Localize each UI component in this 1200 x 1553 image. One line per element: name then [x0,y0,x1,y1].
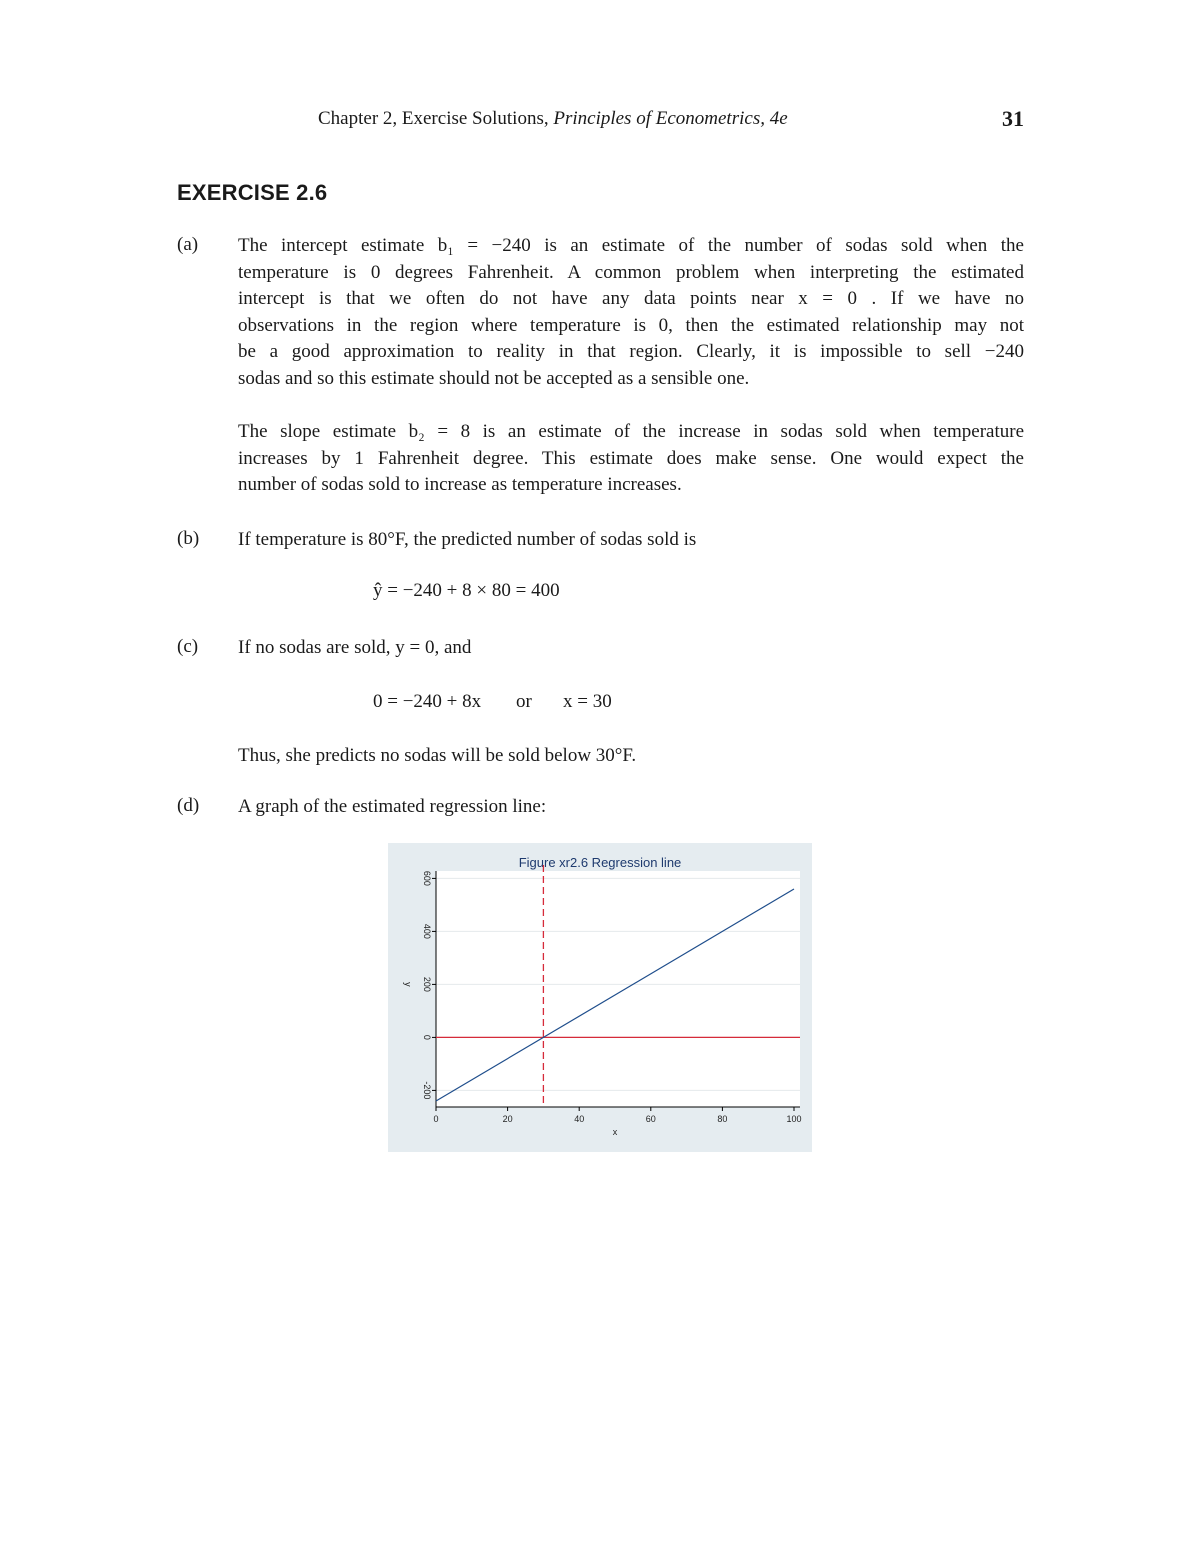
y-tick-label: 200 [422,976,432,992]
x-tick-label: 80 [717,1114,728,1124]
part-c-label: (c) [177,636,199,657]
part-c-equation-left: 0 = −240 + 8x [373,691,482,712]
part-b-text [238,527,1024,554]
text-line: increases by 1 Fahrenheit degree. This estimate does make sense. One would expect the [238,447,1024,469]
exercise-heading: EXERCISE 2.6 [177,180,328,205]
running-title-book: Principles of Econometrics, 4e [553,108,788,129]
part-a-paragraph-1 [238,233,1024,392]
part-c-text [238,635,1024,662]
text-line: The slope estimate b₂ = 8 is an estimate of the increase in sodas sold when temperature [238,421,1024,442]
x-tick-label: 0 [433,1114,439,1124]
part-a-label: (a) [177,234,199,255]
x-tick-label: 100 [786,1114,802,1124]
part-b-equation: ŷ = −240 + 8 × 80 = 400 [373,580,560,601]
chart-canvas [388,843,812,1152]
part-c-equation-right: x = 30 [563,691,612,712]
y-tick-label: 400 [422,923,432,939]
part-c-conclusion [238,743,1024,770]
x-tick-label: 40 [574,1114,585,1124]
running-title [318,108,788,130]
y-tick-label: -200 [422,1081,432,1100]
running-title-prefix: Chapter 2, Exercise Solutions, [318,108,554,129]
x-tick-label: 60 [645,1114,656,1124]
text-line: number of sodas sold to increase as temperature increases. [238,474,682,495]
text-line: observations in the region where temperature is 0, then the estimated relationship may not [238,314,1024,336]
text-line: The intercept estimate b₁ = −240 is an estimate of the number of sodas sold when the [238,235,1024,256]
page-number: 31 [1002,106,1024,131]
y-axis-label: y [403,982,413,987]
part-a-paragraph-2 [238,419,1024,499]
text-line: sodas and so this estimate should not be accepted as a sensible one. [238,367,750,389]
part-b-label: (b) [177,528,200,549]
y-tick-label: 0 [422,1034,432,1040]
part-d-text [238,794,1024,821]
text-line: intercept is that we often do not have any data points near x = 0 . If we have no [238,288,1024,309]
chart-title: Figure xr2.6 Regression line [518,855,682,870]
regression-chart [388,843,812,1152]
plot-area [436,871,800,1107]
x-tick-label: 20 [502,1114,513,1124]
y-tick-label: 600 [422,870,432,886]
text-line: temperature is 0 degrees Fahrenheit. A common problem when interpreting the estimated [238,261,1024,283]
text-line: If temperature is 80°F, the predicted number of sodas sold is [238,529,697,550]
text-line: Thus, she predicts no sodas will be sold below 30°F. [238,745,637,766]
text-line: If no sodas are sold, y = 0, and [238,637,472,658]
text-line: be a good approximation to reality in that region. Clearly, it is impossible to sell −240 [238,341,1024,362]
x-axis-label: x [612,1127,618,1137]
part-d-label: (d) [177,795,200,816]
text-line: A graph of the estimated regression line: [238,796,547,817]
part-c-equation-or: or [516,691,532,712]
